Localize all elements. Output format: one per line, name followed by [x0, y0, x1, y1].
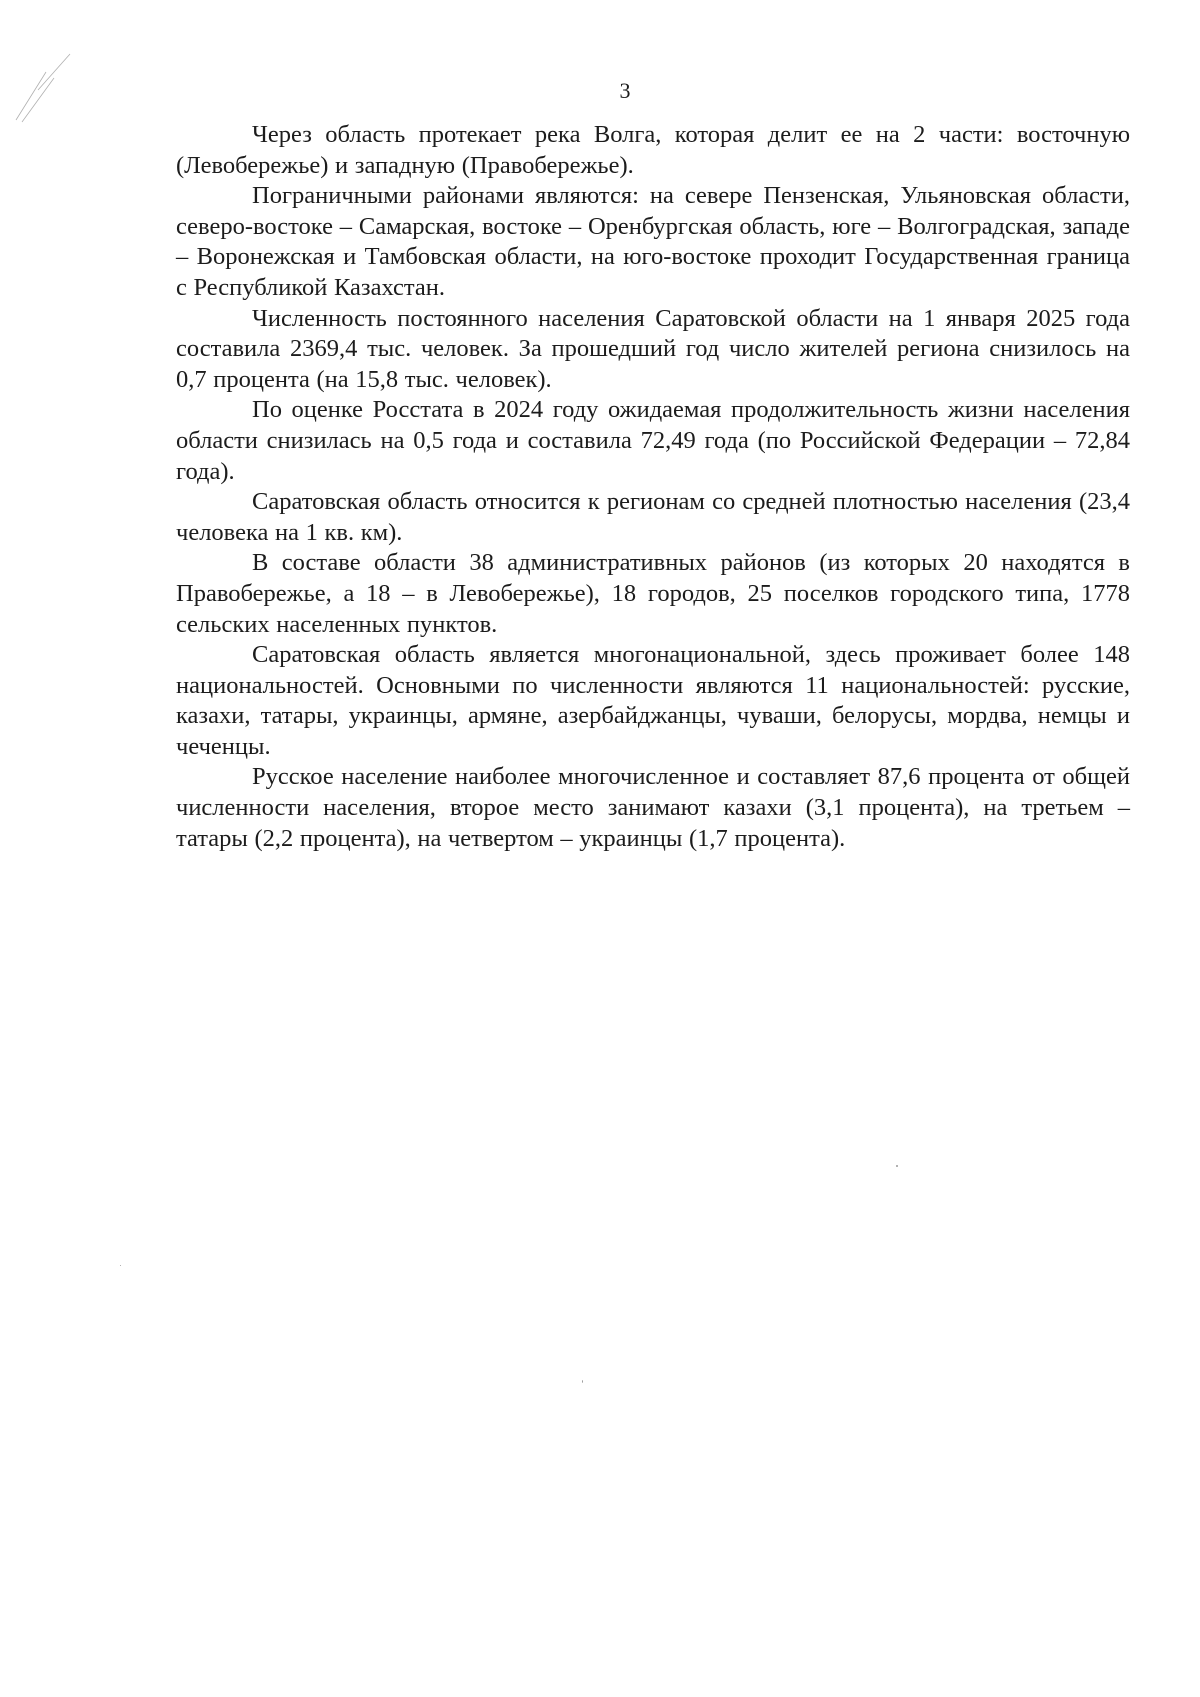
paragraph-volga-river: Через область протекает река Волга, которая делит ее на 2 части: восточную (Левобережье) и западную (Правобережье). [176, 121, 1130, 179]
paragraph-border-regions: Пограничными районами являются: на севере Пензенская, Ульяновская области, северо-востоке – Самарская, востоке – Оренбургская область, юге – Волгоградская, западе – Воронежская и Тамбовская области, на юго-востоке проходит Государственная граница с Республикой Казахстан. [176, 182, 1130, 301]
scan-speck [120, 1265, 121, 1266]
document-body [176, 120, 1130, 854]
page-number: 3 [619, 78, 631, 103]
scan-speck [896, 1165, 898, 1167]
paragraph-ethnic-composition: Русское население наиболее многочисленное и составляет 87,6 процента от общей численности населения, второе место занимают казахи (3,1 процента), на третьем – татары (2,2 процента), на четвертом – украинцы (1,7 процента). [176, 763, 1130, 852]
paragraph-administrative-division: В составе области 38 административных районов (из которых 20 находятся в Правобережье, а 18 – в Левобережье), 18 городов, 25 поселков городского типа, 1778 сельских населенных пунктов. [176, 549, 1130, 638]
paragraph-life-expectancy: По оценке Росстата в 2024 году ожидаемая продолжительность жизни населения области снизилась на 0,5 года и составила 72,49 года (по Российской Федерации – 72,84 года). [176, 396, 1130, 485]
paragraph-population-density: Саратовская область относится к регионам со средней плотностью населения (23,4 человека на 1 кв. км). [176, 488, 1130, 546]
paragraph-population: Численность постоянного населения Саратовской области на 1 января 2025 года составила 2369,4 тыс. человек. За прошедший год число жителей региона снизилось на 0,7 процента (на 15,8 тыс. человек). [176, 304, 1130, 393]
scan-speck [582, 1380, 583, 1383]
paragraph-nationalities: Саратовская область является многонациональной, здесь проживает более 148 национальностей. Основными по численности являются 11 национальностей: русские, казахи, татары, украинцы, армяне, азербайджанцы, чуваши, белорусы, мордва, немцы и чеченцы. [176, 641, 1130, 760]
